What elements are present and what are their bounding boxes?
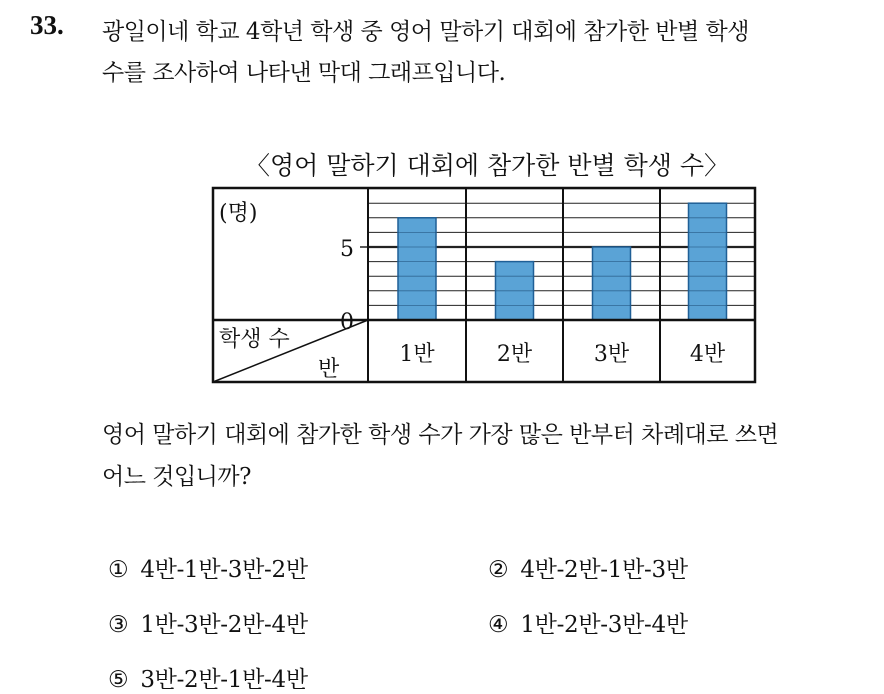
bar-3 [593, 247, 631, 320]
option-2-mark: ② [488, 557, 509, 583]
option-5-mark: ⑤ [108, 667, 129, 693]
option-2[interactable] [488, 551, 688, 584]
option-1-mark: ① [108, 557, 129, 583]
corner-top-label: 학생 수 [219, 327, 290, 352]
x-tick-label: 2반 [496, 342, 533, 367]
x-tick-label: 1반 [399, 342, 435, 367]
chart-frame [213, 188, 755, 382]
option-3[interactable] [108, 606, 308, 639]
option-2-text: 4반-2반-1반-3반 [520, 557, 688, 583]
x-tick-label: 4반 [689, 342, 726, 367]
y-tick-label: 5 [340, 237, 354, 262]
option-5-text: 3반-2반-1반-4반 [140, 667, 308, 693]
option-3-mark: ③ [108, 612, 129, 638]
option-4[interactable] [488, 606, 688, 639]
option-1[interactable] [108, 551, 308, 584]
x-tick-label: 3반 [593, 342, 630, 367]
question-ask-line2: 어느 것입니까? [102, 464, 251, 490]
option-4-text: 1반-2반-3반-4반 [520, 612, 688, 638]
option-1-text: 4반-1반-3반-2반 [140, 557, 308, 583]
option-4-mark: ④ [488, 612, 509, 638]
corner-bottom-label: 반 [318, 357, 340, 382]
question-ask-line1: 영어 말하기 대회에 참가한 학생 수가 가장 많은 반부터 차례대로 쓰면 [102, 422, 779, 448]
option-5[interactable] [108, 661, 308, 694]
y-tick-label: 0 [340, 310, 354, 335]
question-stem-line2: 수를 조사하여 나타낸 막대 그래프입니다. [102, 60, 506, 86]
question-number: 33. [30, 10, 64, 40]
bar-1 [398, 218, 436, 320]
question-ask [102, 414, 872, 498]
question-stem-line1: 광일이네 학교 4학년 학생 중 영어 말하기 대회에 참가한 반별 학생 [102, 19, 749, 45]
option-3-text: 1반-3반-2반-4반 [140, 612, 308, 638]
chart-title: 〈영어 말하기 대회에 참가한 반별 학생 수〉 [244, 151, 730, 180]
unit-label: (명) [219, 201, 258, 226]
